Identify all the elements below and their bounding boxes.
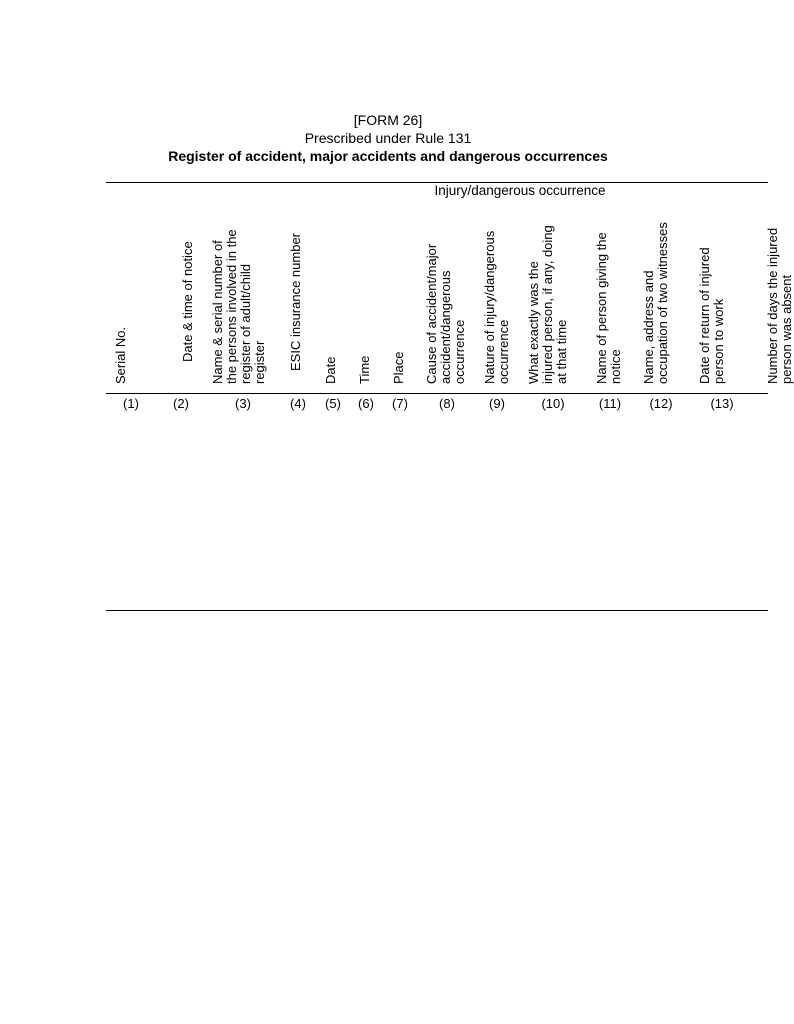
col-head-8 — [425, 244, 467, 384]
form-label: [FORM 26] — [353, 112, 423, 128]
col-head-2-line-1: Date & time of notice — [180, 241, 195, 362]
col-number-2: (2) — [173, 396, 189, 411]
col-number-11: (11) — [598, 396, 622, 411]
col-number-9: (9) — [489, 396, 505, 411]
col-number-12: (12) — [649, 396, 673, 411]
col-number-8: (8) — [439, 396, 455, 411]
rule-label: Prescribed under Rule 131 — [304, 130, 472, 146]
col-head-14-clip — [760, 180, 794, 392]
col-head-10-line-2: injured person, if any, doing — [540, 225, 555, 384]
col-head-3-line-2: the persons involved in the — [224, 229, 239, 384]
col-number-6: (6) — [358, 396, 374, 411]
col-number-13: (13) — [710, 396, 734, 411]
col-head-7 — [392, 351, 406, 384]
col-head-8-line-1: Cause of accident/major — [424, 243, 439, 384]
col-head-8-line-2: accident/dangerous — [438, 270, 453, 384]
col-head-9-line-1: Nature of injury/dangerous — [482, 230, 497, 384]
col-number-5: (5) — [325, 396, 341, 411]
col-head-8-line-3: occurrence — [452, 319, 467, 384]
col-head-12-line-1: Name, address and — [641, 270, 656, 384]
col-head-7-line-1: Place — [391, 351, 406, 384]
col-number-3: (3) — [235, 396, 251, 411]
col-head-13-line-1: Date of return of injured — [697, 247, 712, 384]
col-head-5-line-1: Date — [323, 356, 338, 384]
col-head-3-line-4: register — [252, 340, 267, 384]
col-number-1: (1) — [123, 396, 139, 411]
col-head-14-line-1: Number of days the injured — [765, 227, 780, 384]
col-head-2 — [181, 241, 195, 362]
form-header — [0, 111, 776, 165]
col-head-3 — [211, 229, 267, 384]
col-head-1-line-1: Serial No. — [113, 326, 128, 384]
col-head-11-line-1: Name of person giving the — [594, 232, 609, 384]
col-head-12 — [642, 222, 670, 384]
col-head-11 — [595, 232, 623, 384]
col-head-14 — [766, 228, 794, 384]
col-head-5 — [324, 357, 338, 384]
col-head-11-line-2: notice — [608, 349, 623, 384]
group-header: Injury/dangerous occurrence — [434, 183, 606, 198]
col-number-4: (4) — [290, 396, 306, 411]
col-head-12-line-2: occupation of two witnesses — [655, 222, 670, 384]
col-head-6-line-1: Time — [357, 355, 372, 384]
col-head-13-line-2: person to work — [711, 298, 726, 384]
col-number-10: (10) — [541, 396, 565, 411]
col-head-13 — [698, 247, 726, 384]
col-head-14-line-2: person was absent — [779, 274, 794, 384]
col-head-3-line-1: Name & serial number of — [210, 240, 225, 384]
col-head-10 — [527, 225, 569, 384]
col-head-6 — [358, 356, 372, 384]
col-number-7: (7) — [392, 396, 408, 411]
table-bottom-rule — [106, 610, 768, 611]
col-head-10-line-1: What exactly was the — [526, 261, 541, 384]
col-head-3-line-3: register of adult/child — [238, 264, 253, 384]
col-head-1 — [114, 327, 128, 384]
col-head-4 — [289, 233, 303, 371]
header-bottom-rule — [106, 393, 768, 394]
register-title: Register of accident, major accidents and dangerous occurrences — [168, 148, 608, 164]
col-head-4-line-1: ESIC insurance number — [288, 232, 303, 371]
col-head-9 — [483, 231, 511, 384]
col-head-10-line-3: at that time — [554, 319, 569, 384]
col-head-9-line-2: occurrence — [496, 319, 511, 384]
